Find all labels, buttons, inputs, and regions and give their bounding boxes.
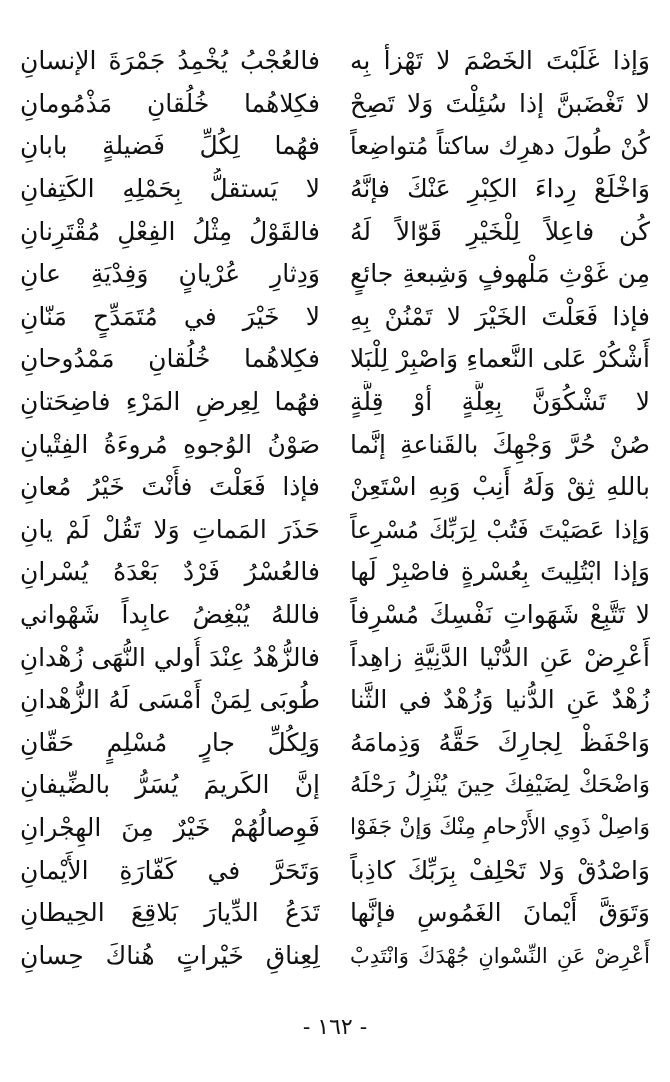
verse-first-hemistich: وَاصِلْ ذَوِي الأَرْحامِ مِنْكَ وَإنْ جَفَوْا [350, 814, 650, 840]
verse-first-hemistich: فإذا فَعَلْتَ الخَيْرَ لا تَمْنُنْ بِهِ [350, 301, 650, 331]
verse-first-hemistich: وَإذا غَلَبْتَ الخَصْمَ لا تَهْزأ بِه [350, 46, 650, 76]
verse-first-hemistich: أَشْكُرْ عَلى النَّعماءِ وَاصْبِرْ لِلْبَلا [350, 344, 650, 374]
verse-first-hemistich: وَتَوَقَّ أَيْمانَ الغَمُوسِ فإنَّها [350, 898, 650, 928]
verse-first-hemistich: وَاضْحَكْ لِضَيْفِكَ حِينَ يُنْزِلُ رَحْلَهُ [350, 772, 650, 799]
verse-second-hemistich: فهُما لِعِرضِ المَرْءِ فاضِحَتانِ [20, 387, 320, 417]
verse-line [20, 807, 650, 850]
verse-first-hemistich: كُن فاعِلاً لِلْخَيْرِ قَوّالاً لَهُ [350, 216, 650, 246]
verse-line [20, 934, 650, 977]
verse-second-hemistich: فالقَوْلُ مِثْلُ الفِعْلِ مُقْتَرِنانِ [20, 216, 320, 246]
verse-second-hemistich: طُوبَى لِمَنْ أَمْسَى لَهُ الزُّهْدانِ [20, 685, 320, 715]
verse-second-hemistich: حَذَرَ المَماتِ وَلا تَقُلْ لَمْ يانِ [20, 514, 320, 544]
verse-first-hemistich: وَإذا ابْتُلِيتَ بِعُسْرةٍ فاصْبِرْ لَها [350, 557, 650, 587]
verse-line [20, 892, 650, 935]
page-number: - ١٦٢ - [302, 1015, 368, 1040]
verse-first-hemistich: كُنْ طُولَ دهرِك ساكتاً مُتواضِعاً [350, 132, 650, 161]
verse-line [20, 338, 650, 381]
verse-line [20, 509, 650, 552]
verse-second-hemistich: إنَّ الكَريمَ يُسَرُّ بالضِّيفانِ [20, 770, 320, 800]
verse-first-hemistich: لا تَشْكُوَنَّ بِعِلَّةٍ أوْ قِلَّةٍ [350, 387, 650, 417]
verse-line [20, 551, 650, 594]
verse-first-hemistich: وَاحْفَظْ لِجارِكَ حَقَّهُ وَذِمامَهُ [350, 727, 650, 757]
verse-first-hemistich: أَعْرِضْ عَنِ النِّسْوانِ جُهْدَكَ وَانْتَدِبْ [350, 943, 650, 968]
verse-second-hemistich: لا خَيْرَ في مُتَمَدِّحٍ مَنّانِ [20, 301, 320, 331]
poem-body [20, 40, 650, 977]
verse-second-hemistich: تَدَعُ الدِّيارَ بَلاقِعَ الحِيطانِ [20, 898, 320, 928]
verse-line [20, 849, 650, 892]
verse-line [20, 168, 650, 211]
verse-line [20, 381, 650, 424]
verse-second-hemistich: فهُما لِكُلِّ فَضيلةٍ بابانِ [20, 131, 320, 161]
verse-second-hemistich: صَوْنُ الوُجوهِ مُروءَةُ الفِتْيانِ [20, 429, 320, 459]
verse-line [20, 83, 650, 126]
verse-second-hemistich: لا يَستقلُّ بِحَمْلِهِ الكَتِفانِ [20, 174, 320, 204]
verse-line [20, 423, 650, 466]
verse-first-hemistich: وَاصْدُقْ وَلا تَحْلِفْ بِرَبِّكَ كاذِباً [350, 855, 650, 885]
verse-second-hemistich: فاللهُ يُبْغِضُ عابِداً شَهْواني [20, 600, 320, 630]
verse-line [20, 253, 650, 296]
verse-line [20, 679, 650, 722]
verse-first-hemistich: باللهِ ثِقْ وَلَهُ أَنِبْ وَبِهِ اسْتَعِنْ [350, 472, 650, 502]
verse-first-hemistich: لا تَغْضَبنَّ إذا سُئِلْتَ وَلا تَصِحْ [350, 88, 650, 118]
verse-second-hemistich: وَلِكُلِّ جارٍ مُسْلِمٍ حَقّانِ [20, 727, 320, 757]
verse-first-hemistich: لا تَتَّبِعْ شَهَواتِ نَفْسِكَ مُسْرِفاً [350, 600, 650, 630]
verse-first-hemistich: مِن غَوْثِ مَلْهوفٍ وَشِبعةِ جائعٍ [350, 259, 650, 289]
verse-second-hemistich: فالزُّهْدُ عِنْدَ أُولي النُّهَى زُهْدانِ [20, 642, 320, 672]
verse-second-hemistich: فكِلاهُما خُلُقانِ مَمْدُوحانِ [20, 344, 320, 374]
verse-first-hemistich: أَعْرِضْ عَنِ الدُّنْيا الدَّنِيَّةِ زاهِداً [350, 642, 650, 672]
verse-line [20, 210, 650, 253]
verse-line [20, 764, 650, 807]
verse-line [20, 594, 650, 637]
verse-second-hemistich: لِعِناقِ خَيْراتٍ هُناكَ حِسانِ [20, 940, 320, 970]
verse-line [20, 296, 650, 339]
verse-second-hemistich: فالعُسْرُ فَرْدٌ بَعْدَهُ يُسْرانِ [20, 557, 320, 587]
verse-second-hemistich: فكِلاهُما خُلُقانِ مَذْمُومانِ [20, 88, 320, 118]
verse-second-hemistich: وَتَحَرَّ في كَفّارَةِ الأَيْمانِ [20, 855, 320, 885]
verse-line [20, 636, 650, 679]
verse-second-hemistich: وَدِثارِ عُرْيانٍ وَفِدْيَةِ عانِ [20, 259, 320, 289]
verse-second-hemistich: فَوِصالُهُمْ خَيْرٌ مِنَ الهِجْرانِ [20, 812, 320, 842]
verse-second-hemistich: فإذا فَعَلْتَ فأَنْتَ خَيْرُ مُعانِ [20, 472, 320, 502]
verse-first-hemistich: وَاخْلَعْ رِداءَ الكِبْرِ عَنْكَ فإنَّهُ [350, 174, 650, 204]
verse-line [20, 466, 650, 509]
verse-first-hemistich: زُهْدٌ عَنِ الدُّنيا وَزُهْدٌ في الثَّنا [350, 685, 650, 715]
verse-first-hemistich: صُنْ حُرَّ وَجْهِكَ بالقَناعةِ إنَّما [350, 429, 650, 459]
verse-first-hemistich: وَإذا عَصَيْتَ فَتُبْ لِرَبِّكَ مُسْرِعاً [350, 515, 650, 544]
verse-second-hemistich: فالعُجْبُ يُخْمِدُ جَمْرَةَ الإنسانِ [20, 46, 320, 76]
verse-line [20, 722, 650, 765]
verse-line [20, 125, 650, 168]
verse-line [20, 40, 650, 83]
